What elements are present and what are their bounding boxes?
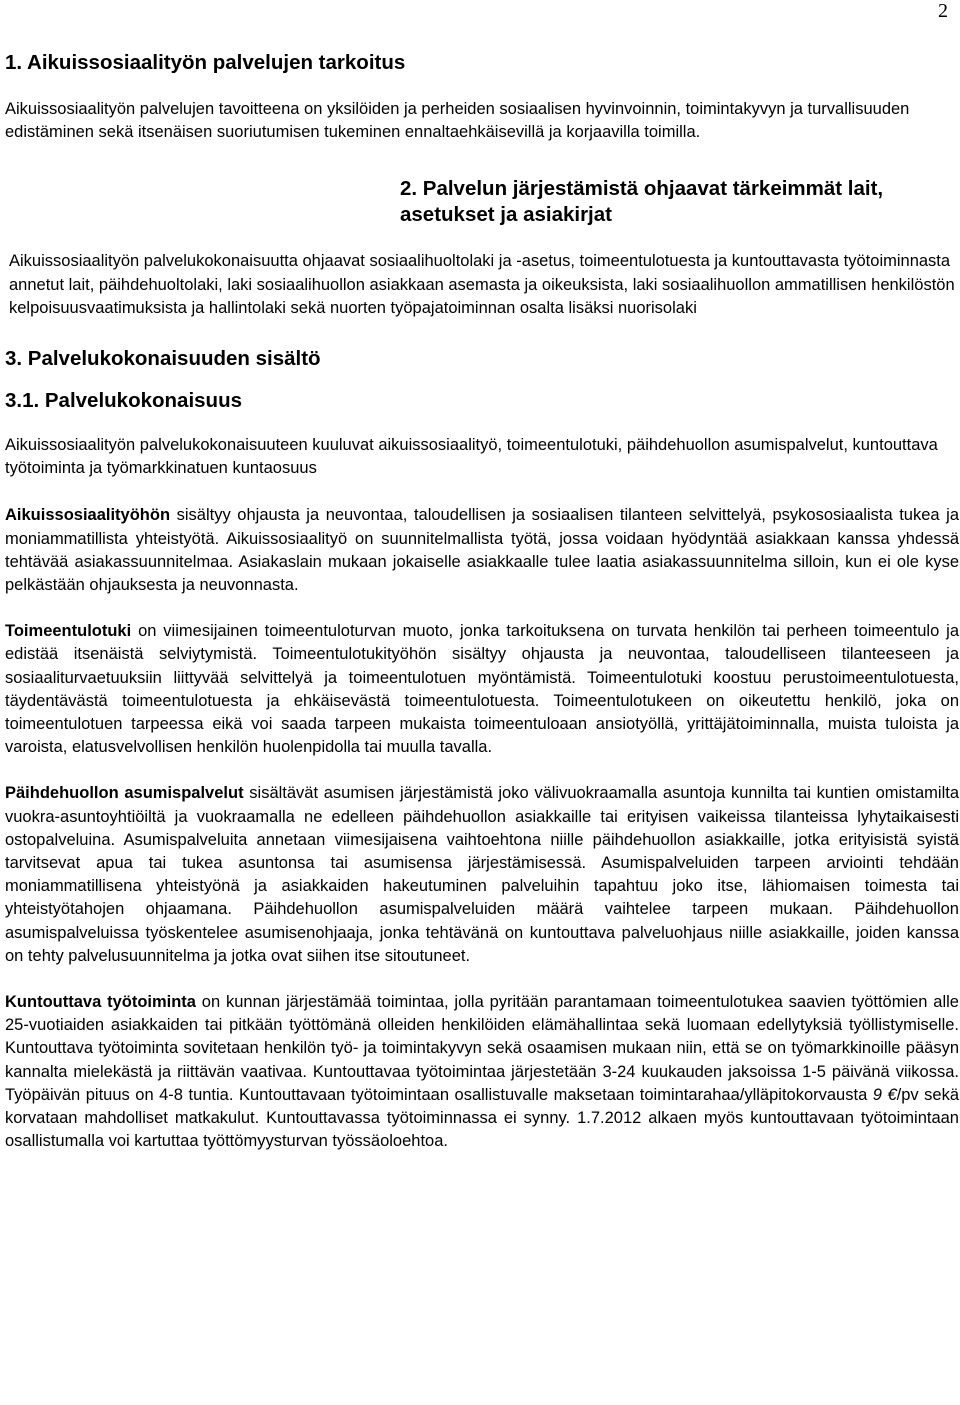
section-1-text: Aikuissosiaalityön palvelujen tavoitteena on yksilöiden ja perheiden sosiaalisen hyvinvoinnin, toimintakyvyn ja turvallisuuden edistäminen sekä itsenäisen suoriutumisen tukeminen ennaltaehkäisevillä ja korjaavilla toimilla. bbox=[5, 100, 910, 142]
paragraph-kuntouttava-text-b: /pv sekä korvataan mahdolliset matkakulut. Kuntouttavassa työtoiminnassa ei synny. 1.7.2012 alkaen myös kuntouttavaan työtoimintaan osallistumalla voi kartuttaa työttömyysturvan työssäoloehtoa. bbox=[5, 1085, 960, 1151]
section-2-text: Aikuissosiaalityön palvelukokonaisuutta ohjaavat sosiaalihuoltolaki ja -asetus, toimeentulotuesta ja kuntouttavasta työtoiminnasta annetut lait, päihdehuoltolaki, laki sosiaalihuollon asiakkaan asemasta ja oikeuksista, laki sosiaalihuollon ammatillisen henkilöstön kelpoisuusvaatimuksista ja hallintolaki sekä nuorten työpajatoiminnan osalta lisäksi nuorisolaki bbox=[9, 252, 955, 317]
term-paihdehuolto: Päihdehuollon asumispalvelut bbox=[5, 784, 244, 803]
term-kuntouttava: Kuntouttava työtoiminta bbox=[5, 993, 196, 1012]
paragraph-toimeentulotuki-text: on viimesijainen toimeentuloturvan muoto, jonka tarkoituksena on turvata henkilön tai perheen toimeentulo ja edistää itsenäistä selviytymistä. Toimeentulotukityöhön sisältyy ohjausta ja neuvontaa, taloudelliseen tilanteeseen ja sosiaaliturvaetuuksiin liittyvää selvittelyä ja toimeentulotuen myöntämistä. Toimeentulotuki koostuu perustoimeentulotuesta, täydentävästä toimeentulotuesta ja ehkäisevästä toimeentulotuesta. Toimeentulotukeen on oikeutettu henkilö, joka on toimeentulotuen tarpeessa eikä voi saada tarpeen mukaista toimeentuloaan ansiotyöllä, yrittäjätoiminnalla, muista tuloista ja varoista, elatusvelvollisen henkilön huolenpidolla tai muulla tavalla. bbox=[5, 622, 959, 757]
paragraph-aikuissosiaalityo-text: sisältyy ohjausta ja neuvontaa, taloudellisen ja sosiaalisen tilanteen selvittelyä, psykososiaalista tukea ja moniammatillista yhteistyötä. Aikuissosiaalityö on suunnitelmallista työtä, jossa voidaan hyödyntää asiakkaan kanssa yhdessä tehtävää asiakassuunnitelmaa. Asiakaslain mukaan jokaiselle asiakkaalle tulee laatia asiakassuunnitelma silloin, kun ei ole kyse pelkästään ohjauksesta ja neuvonnasta. bbox=[5, 506, 959, 595]
paragraph-aikuissosiaalityo bbox=[5, 504, 959, 597]
section-3-title: 3. Palvelukokonaisuuden sisältö bbox=[5, 347, 321, 371]
section-3-1-text: Aikuissosiaalityön palvelukokonaisuuteen kuuluvat aikuissosiaalityö, toimeentulotuki, päihdehuollon asumispalvelut, kuntouttava työtoiminta ja työmarkkinatuen kuntaosuus bbox=[5, 436, 938, 478]
paragraph-paihdehuolto-text: sisältävät asumisen järjestämistä joko välivuokraamalla asuntoja kunnilta tai kuntien omistamilta vuokra-asuntoyhtiöiltä ja vuokraamalla ne edelleen päihdehuollon asiakkaille tai erityisen vaikeissa tilanteissa lyhytaikaisesti ostopalveluina. Asumispalveluita annetaan viimesijaisena vaihtoehtona niille päihdehuollon asiakkaille, jotka erityisistä syistä tarvitsevat apua tai tukea asuntonsa tai asumisensa järjestämisessä. Asumispalveluiden tarpeen arviointi tehdään moniammatillisena yhteistyönä ja asiakkaiden hakeutuminen palveluihin tapahtuu joko itse, lähiomaisen toimesta tai yhteistyötahojen ohjaamana. Päihdehuollon asumispalveluiden määrä vaihtelee tarpeen mukaan. Päihdehuollon asumispalveluissa työskentelee asumisenohjaaja, jonka tehtävänä on kuntouttava palveluohjaus niille asiakkaille, joiden kanssa on tehty palvelusuunnitelma ja jotka ovat siihen itse sitoutuneet. bbox=[5, 784, 959, 965]
section-2-title: 2. Palvelun järjestämistä ohjaavat tärkeimmät lait, asetukset ja asiakirjat bbox=[400, 177, 884, 227]
paragraph-kuntouttava-amount: 9 € bbox=[872, 1085, 897, 1104]
term-toimeentulotuki: Toimeentulotuki bbox=[5, 622, 132, 641]
document-body bbox=[5, 50, 959, 1154]
section-1-title: 1. Aikuissosiaalityön palvelujen tarkoitus bbox=[5, 51, 406, 74]
section-3-1-title: 3.1. Palvelukokonaisuus bbox=[5, 389, 242, 413]
paragraph-paihdehuolto bbox=[5, 782, 959, 968]
page-number: 2 bbox=[938, 0, 948, 22]
paragraph-kuntouttava bbox=[5, 991, 959, 1153]
paragraph-kuntouttava-text-a: on kunnan järjestämää toimintaa, jolla pyritään parantamaan toimeentulotukea saavien työttömien alle 25-vuotiaiden asiakkaiden tai pitkään työttömänä olleiden henkilöiden elämähallintaa sekä luomaan edellytyksiä työllistymiselle. Kuntouttava työtoiminta sovitetaan henkilön työ- ja toimintakyvyn sekä osaamisen mukaan niin, että se on työmarkkinoille pääsyn kannalta mielekästä ja riittävän vaativaa. Kuntouttavaa työtoimintaa järjestetään 3-24 kuukauden jaksoissa 1-5 päivänä viikossa. Työpäivän pituus on 4-8 tuntia. Kuntouttavaan työtoimintaan osallistuvalle maksetaan toimintarahaa/ylläpitokorvausta bbox=[5, 993, 959, 1104]
paragraph-toimeentulotuki bbox=[5, 620, 959, 759]
term-aikuissosiaalityo: Aikuissosiaalityöhön bbox=[5, 506, 171, 525]
